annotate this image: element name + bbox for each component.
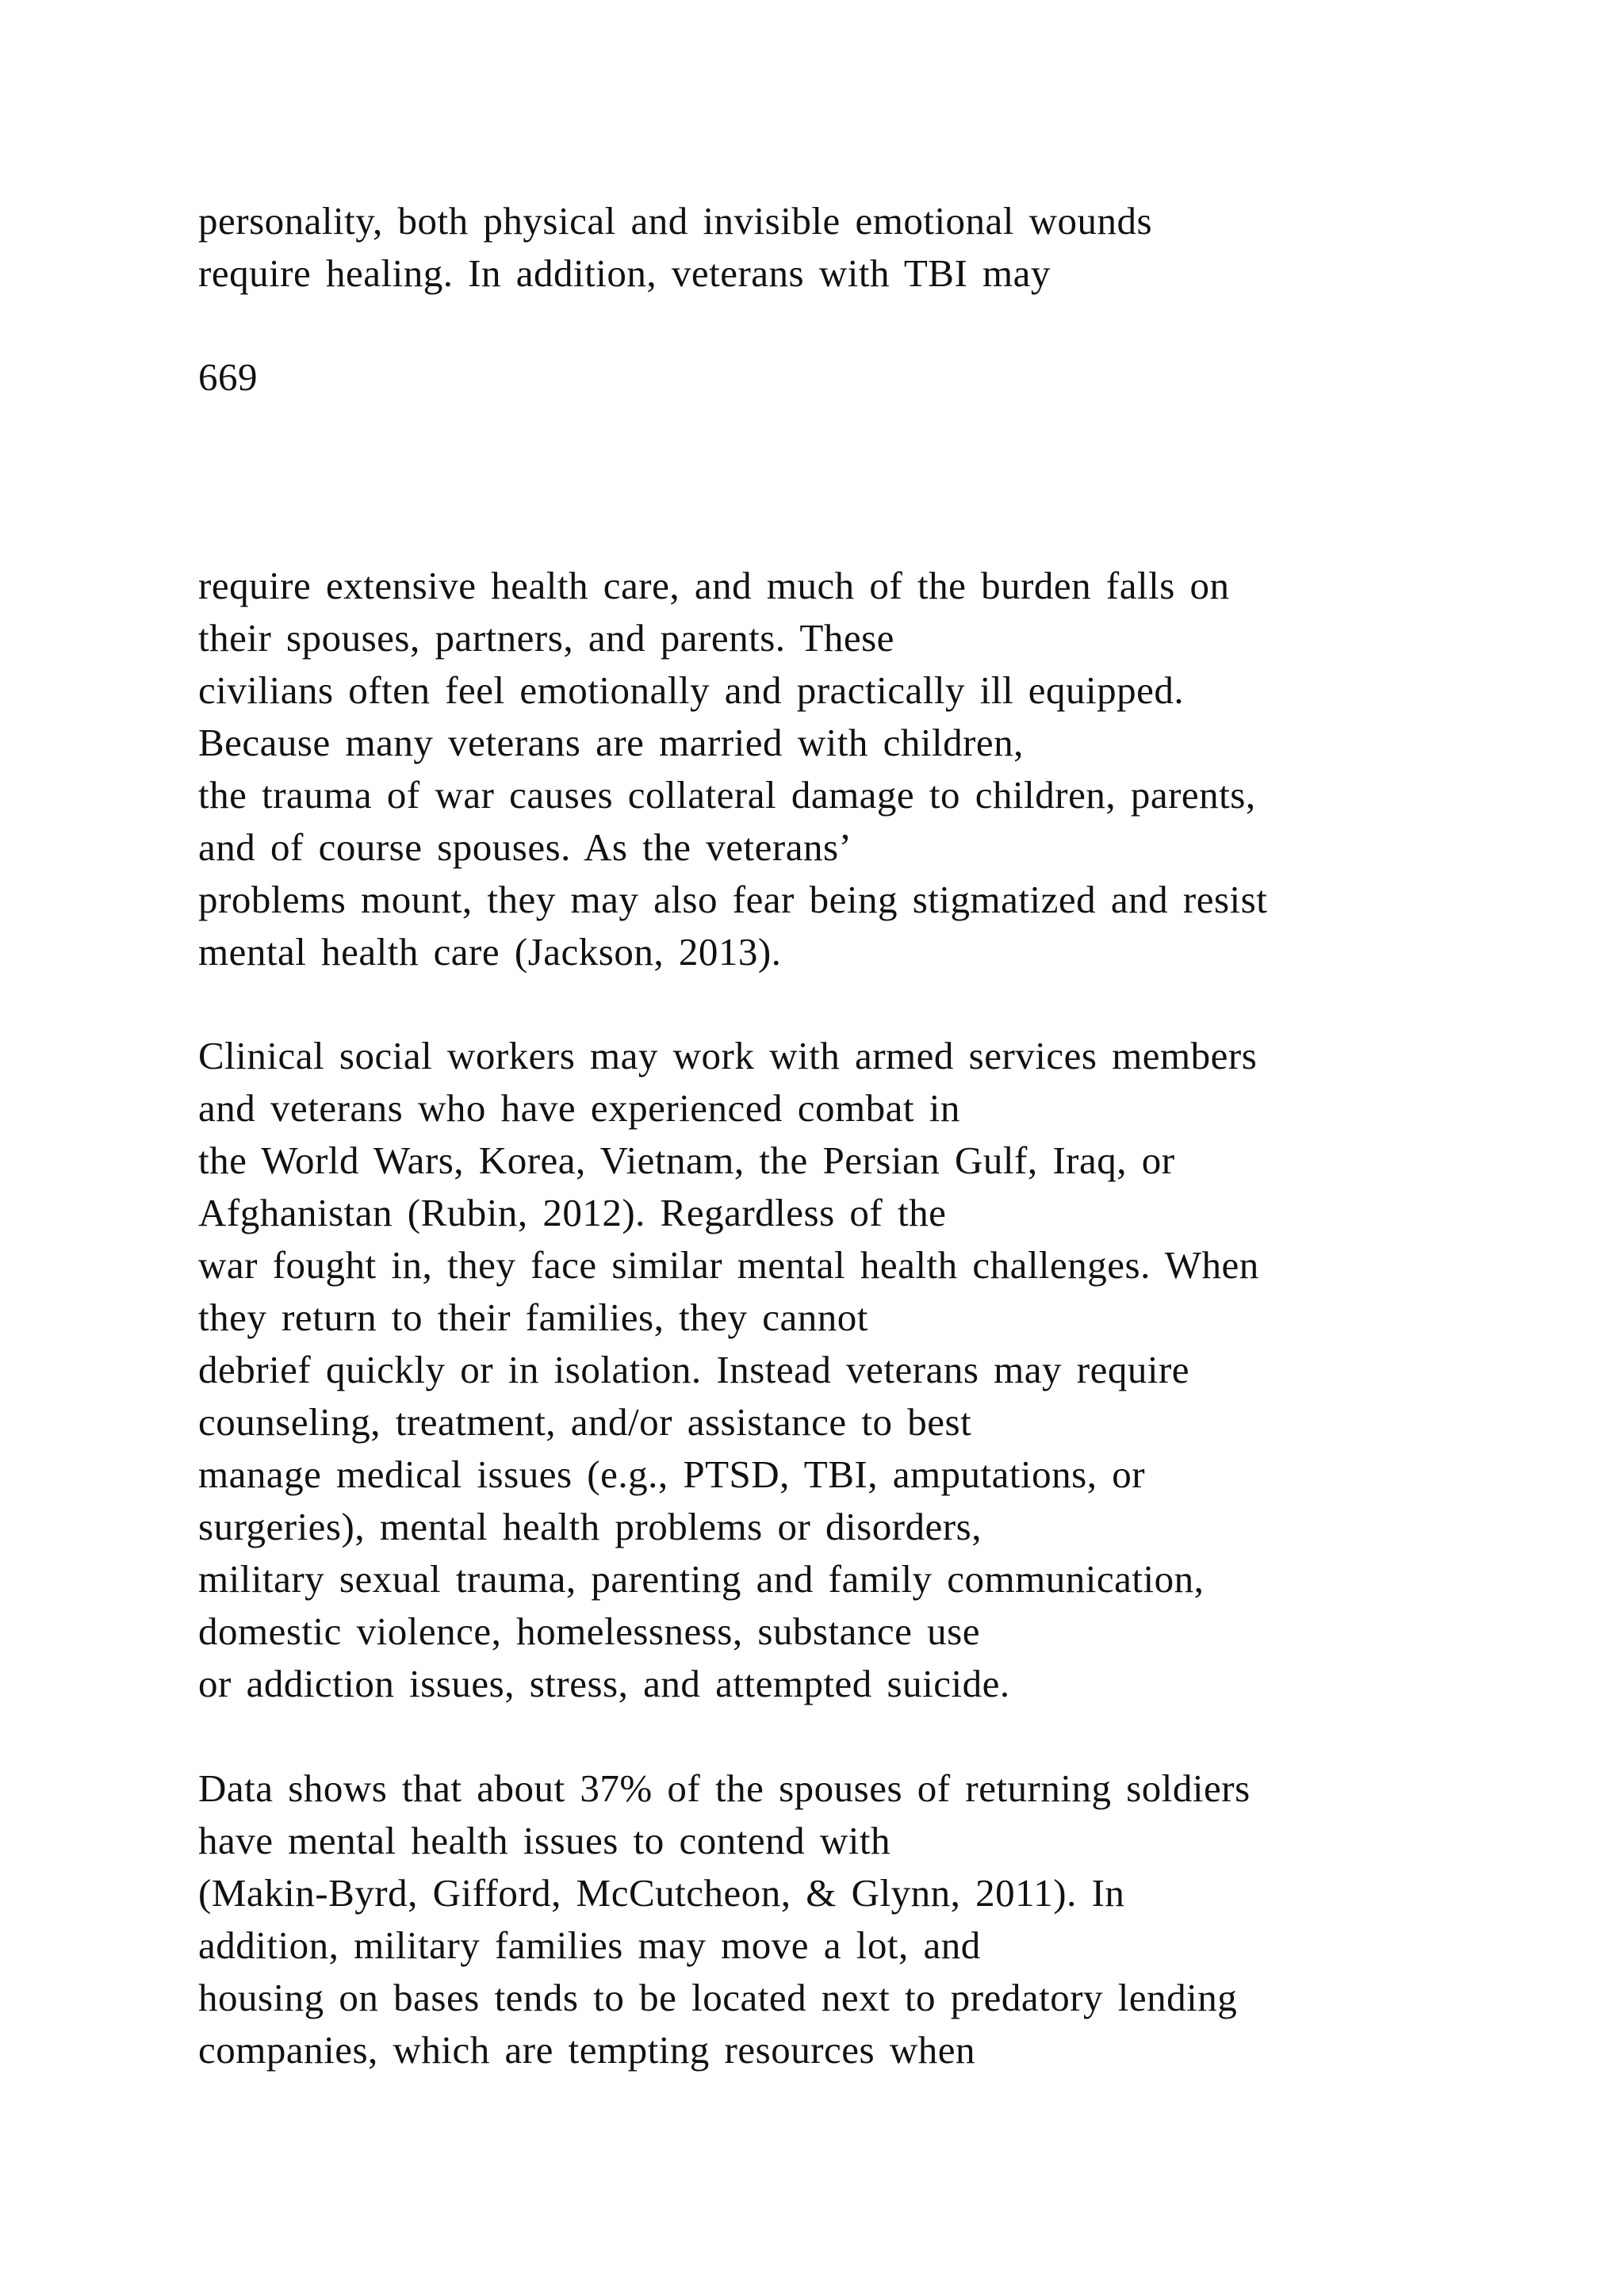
text-line: and of course spouses. As the veterans’ (198, 825, 852, 869)
text-line: require extensive health care, and much of the burden falls on (198, 564, 1230, 607)
text-line: military sexual trauma, parenting and family communication, (198, 1557, 1205, 1601)
text-line: debrief quickly or in isolation. Instead veterans may require (198, 1348, 1190, 1391)
text-line: or addiction issues, stress, and attempted suicide. (198, 1662, 1010, 1705)
page-number-block (198, 351, 1546, 404)
paragraph-1 (198, 560, 1546, 978)
text-line: civilians often feel emotionally and practically ill equipped. (198, 668, 1185, 712)
text-line: surgeries), mental health problems or disorders, (198, 1505, 982, 1548)
text-line: Clinical social workers may work with armed services members (198, 1034, 1258, 1077)
text-line: the trauma of war causes collateral damage to children, parents, (198, 773, 1256, 817)
text-line: the World Wars, Korea, Vietnam, the Persian Gulf, Iraq, or (198, 1138, 1175, 1182)
text-line: and veterans who have experienced combat in (198, 1086, 960, 1130)
text-line: personality, both physical and invisible emotional wounds (198, 199, 1153, 243)
page-number: 669 (198, 355, 258, 399)
text-line: Because many veterans are married with children, (198, 721, 1024, 764)
text-line: domestic violence, homelessness, substance use (198, 1609, 980, 1653)
text-line: companies, which are tempting resources when (198, 2028, 975, 2072)
text-line: manage medical issues (e.g., PTSD, TBI, amputations, or (198, 1452, 1146, 1496)
text-line: their spouses, partners, and parents. These (198, 616, 894, 660)
text-line: have mental health issues to contend with (198, 1819, 891, 1862)
paragraph-3 (198, 1762, 1546, 2076)
text-line: housing on bases tends to be located next to predatory lending (198, 1976, 1238, 2019)
text-line: require healing. In addition, veterans with TBI may (198, 251, 1051, 295)
top-paragraph (198, 195, 1546, 300)
text-line: Data shows that about 37% of the spouses of returning soldiers (198, 1766, 1251, 1810)
text-line: problems mount, they may also fear being stigmatized and resist (198, 878, 1268, 921)
text-line: Afghanistan (Rubin, 2012). Regardless of the (198, 1191, 947, 1234)
text-line: addition, military families may move a lot, and (198, 1923, 981, 1967)
text-line: (Makin-Byrd, Gifford, McCutcheon, & Glynn, 2011). In (198, 1871, 1125, 1915)
text-line: counseling, treatment, and/or assistance to best (198, 1400, 972, 1444)
text-line: mental health care (Jackson, 2013). (198, 930, 782, 974)
text-line: war fought in, they face similar mental health challenges. When (198, 1243, 1259, 1287)
paragraph-2 (198, 1030, 1546, 1710)
text-line: they return to their families, they cannot (198, 1295, 868, 1339)
